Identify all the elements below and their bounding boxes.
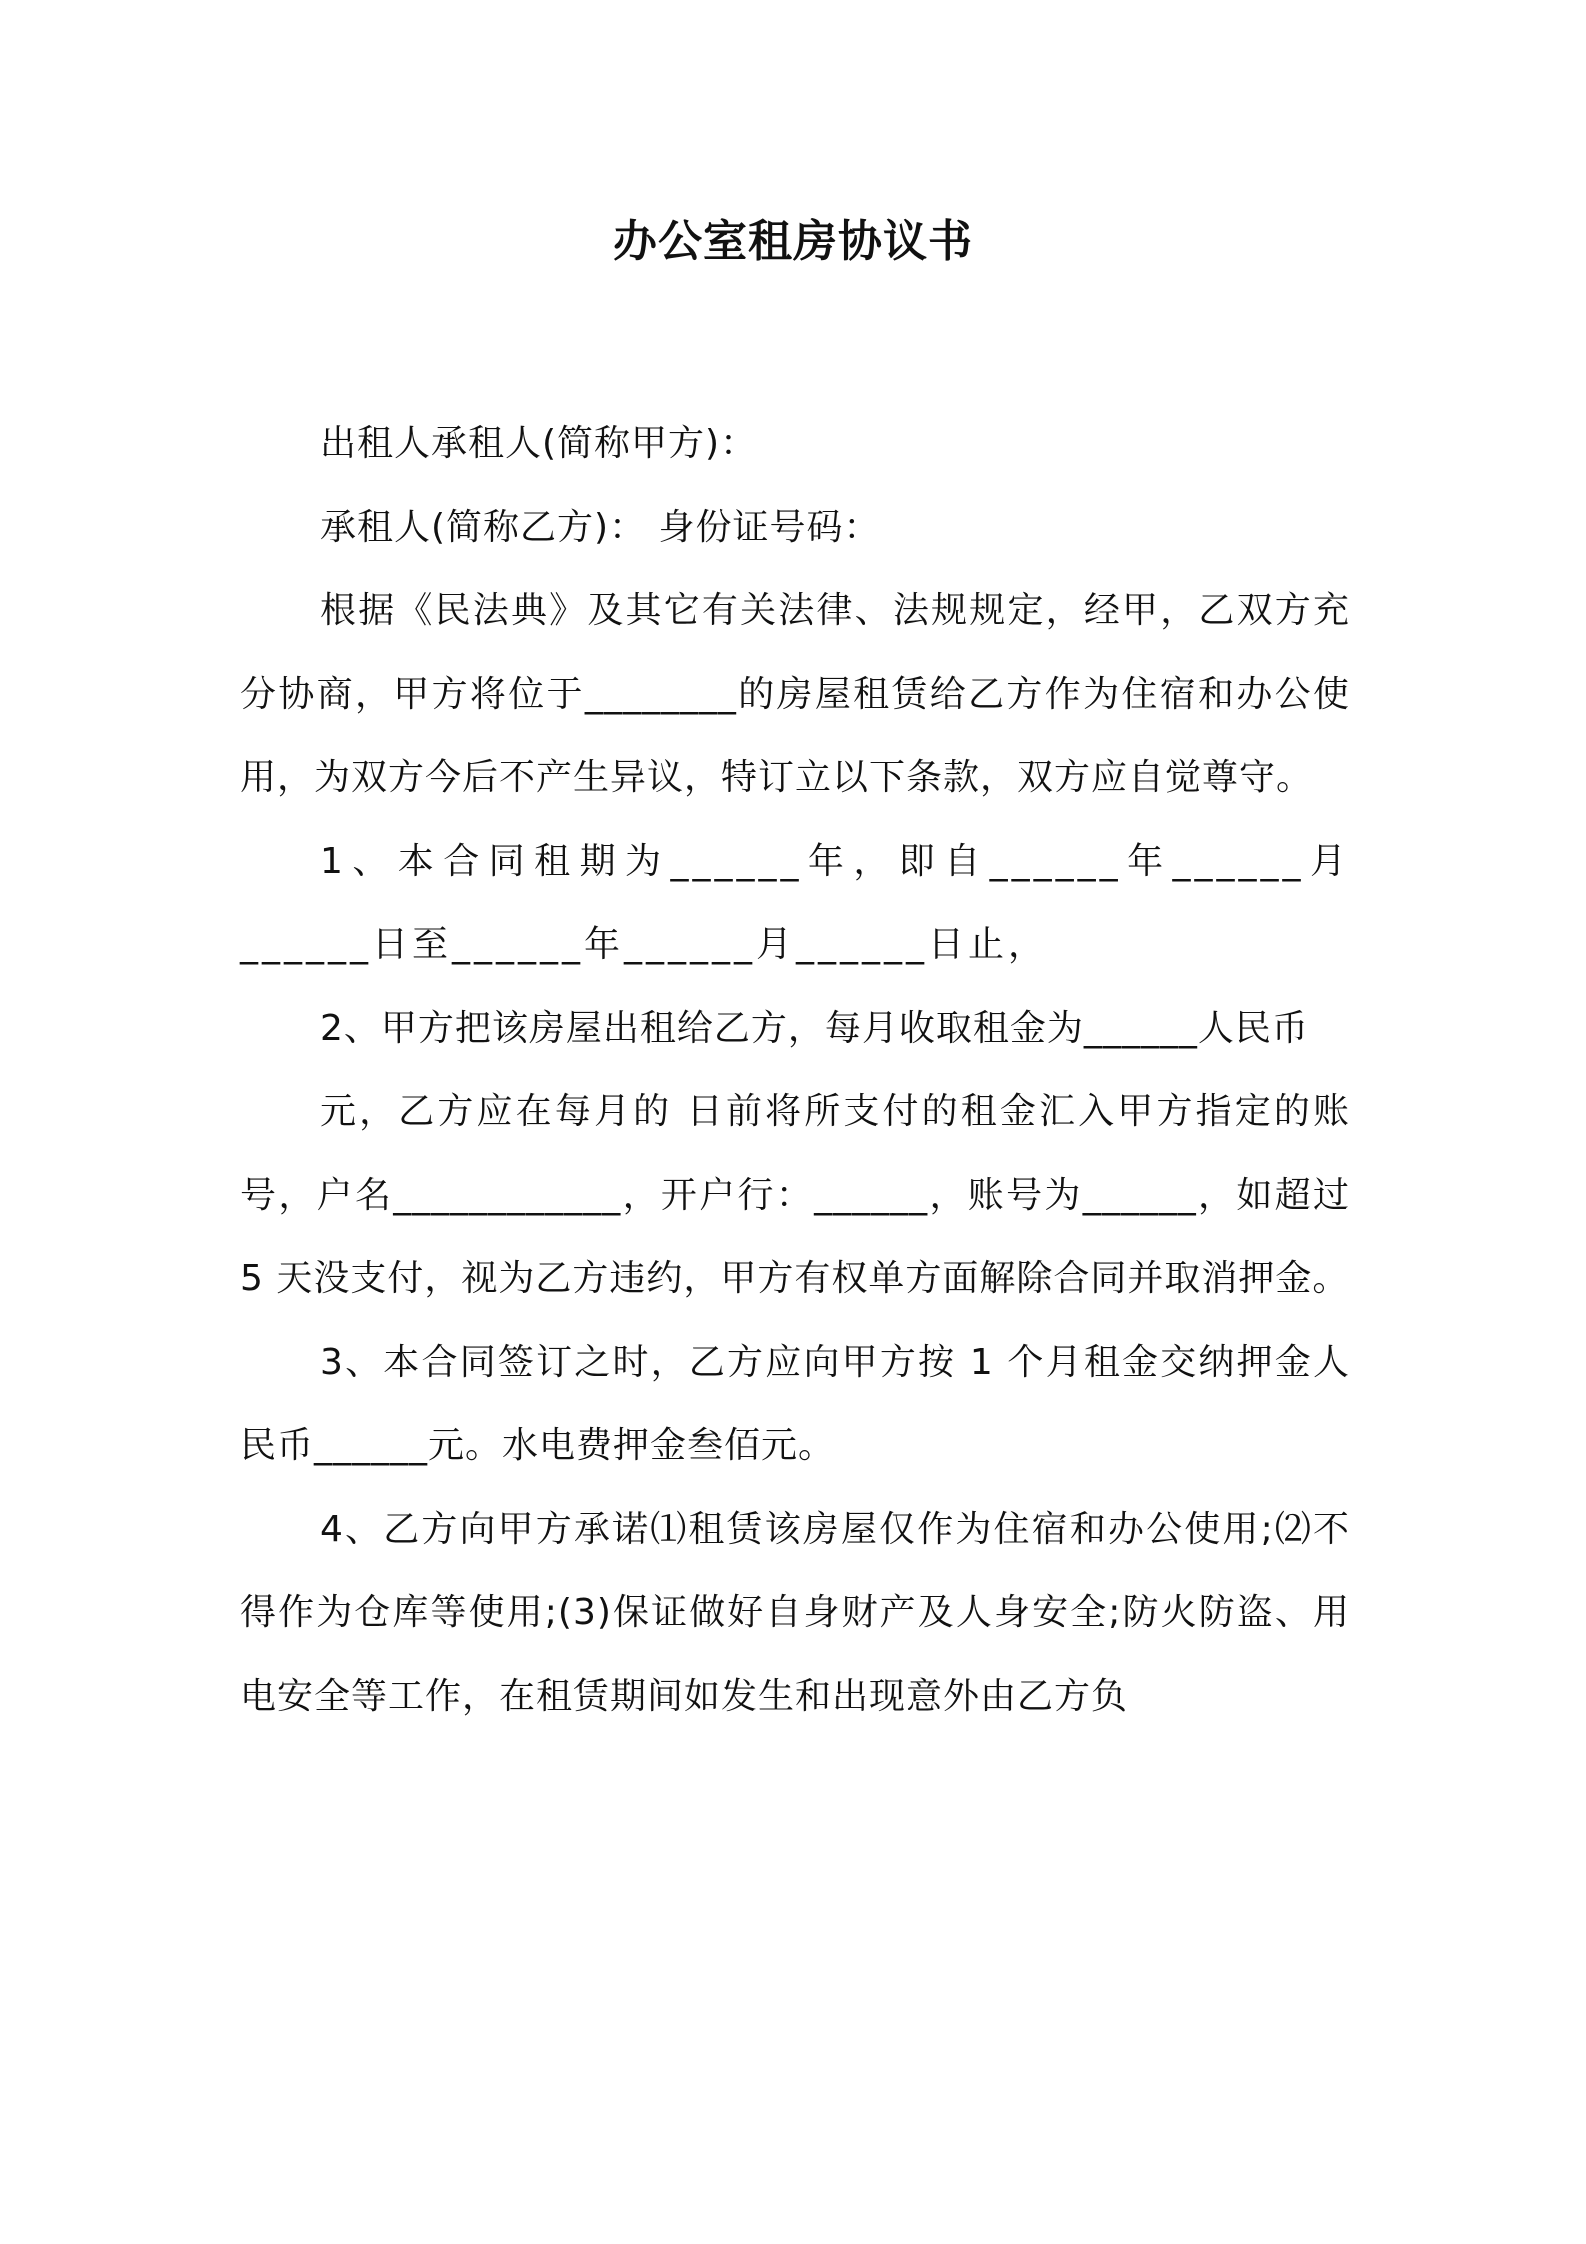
- document-body: [240, 402, 1350, 1738]
- paragraph-clause-2: 2、甲方把该房屋出租给乙方，每月收取租金为______人民币: [320, 1007, 1309, 1049]
- paragraph-clause-2-cont: 元，乙方应在每月的 日前将所支付的租金汇入甲方指定的账号，户名____________，开户行：______，账号为______，如超过 5 天没支付，视为乙方违约，甲方有权单方面解除合同并取消押金。: [240, 1091, 1350, 1299]
- paragraph-lessor: 出租人承租人(简称甲方)：: [320, 423, 758, 464]
- document-title: 办公室租房协议书: [613, 216, 973, 267]
- paragraph-clause-4: 4、乙方向甲方承诺⑴租赁该房屋仅作为住宿和办公使用;⑵不得作为仓库等使用;(3)保证做好自身财产及人身安全;防火防盗、用电安全等工作，在租赁期间如发生和出现意外由乙方负: [240, 1508, 1350, 1717]
- paragraph-lessee: 承租人(简称乙方)： 身份证号码：: [320, 506, 881, 548]
- paragraph-clause-1: 1、本合同租期为______年，即自______年______月______日至______年______月______日止，: [240, 840, 1350, 965]
- paragraph-preamble: 根据《民法典》及其它有关法律、法规规定，经甲，乙双方充分协商，甲方将位于________的房屋租赁给乙方作为住宿和办公使用，为双方今后不产生异议，特订立以下条款，双方应自觉尊守。: [240, 590, 1350, 798]
- paragraph-clause-3: 3、本合同签订之时，乙方应向甲方按 1 个月租金交纳押金人民币______元。水电费押金叁佰元。: [240, 1341, 1350, 1466]
